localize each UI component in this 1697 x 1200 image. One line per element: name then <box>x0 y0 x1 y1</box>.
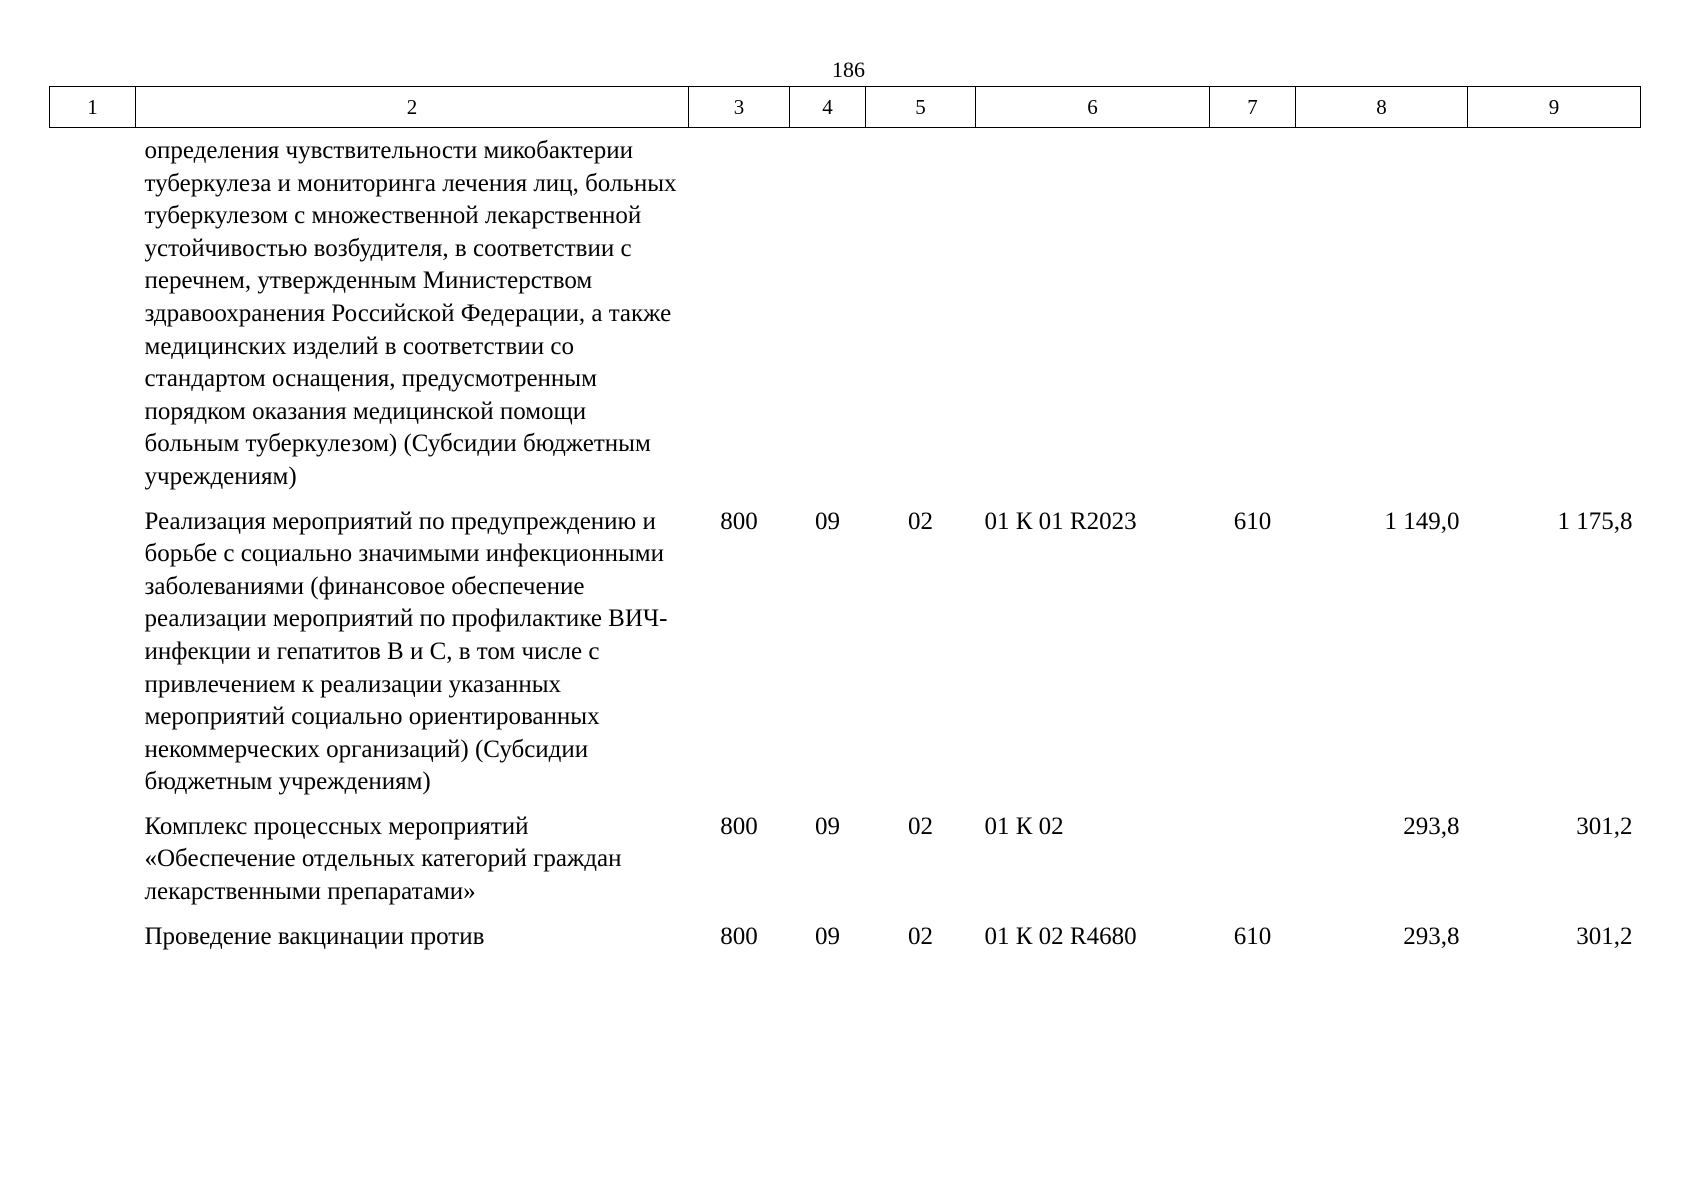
cell-col-4: 09 <box>815 812 840 840</box>
cell-col-7 <box>1210 799 1296 909</box>
budget-table <box>49 86 1641 953</box>
cell-col-1 <box>50 494 136 799</box>
header-col-7: 7 <box>1210 87 1296 128</box>
header-col-1: 1 <box>50 87 136 128</box>
cell-col-4: 09 <box>815 507 840 535</box>
cell-col-5: 02 <box>908 812 933 840</box>
header-col-3: 3 <box>689 87 790 128</box>
cell-col-6 <box>976 128 1210 494</box>
cell-col-1 <box>50 128 136 494</box>
header-col-8: 8 <box>1296 87 1468 128</box>
row-description: Комплекс процессных мероприятий «Обеспечение отдельных категорий граждан лекарственными препаратами» <box>144 812 622 906</box>
cell-col-1 <box>50 799 136 909</box>
table-row <box>50 909 1641 954</box>
cell-col-7: 610 <box>1233 922 1272 950</box>
cell-col-8: 293,8 <box>1403 812 1460 840</box>
cell-col-9: 301,2 <box>1576 812 1633 840</box>
header-col-2: 2 <box>136 87 689 128</box>
header-col-5: 5 <box>866 87 976 128</box>
cell-col-6: 01 К 01 R2023 <box>984 507 1137 535</box>
cell-col-4 <box>790 128 866 494</box>
header-row <box>50 87 1641 128</box>
cell-col-5 <box>866 128 976 494</box>
cell-col-9: 301,2 <box>1576 922 1633 950</box>
cell-col-8 <box>1296 128 1468 494</box>
cell-col-3: 800 <box>720 812 758 840</box>
page-number: 186 <box>832 57 865 82</box>
cell-col-9 <box>1468 128 1641 494</box>
cell-col-7 <box>1210 128 1296 494</box>
cell-col-3: 800 <box>720 507 758 535</box>
cell-col-8: 293,8 <box>1403 922 1460 950</box>
cell-col-6: 01 К 02 <box>984 812 1064 840</box>
header-col-4: 4 <box>790 87 866 128</box>
cell-col-3 <box>689 128 790 494</box>
row-description: Проведение вакцинации против <box>144 922 485 950</box>
table-row <box>50 799 1641 909</box>
cell-col-6: 01 К 02 R4680 <box>984 922 1137 950</box>
cell-col-4: 09 <box>815 922 840 950</box>
cell-col-5: 02 <box>908 507 933 535</box>
row-description: Реализация мероприятий по предупреждению и борьбе с социально значимыми инфекционными заболеваниями (финансовое обеспечение реализации мероприятий по профилактике ВИЧ-инфекции и гепатитов В и С, в том числе с привлечением к реализации указанных мероприятий социально ориентированных некоммерческих организаций) (Субсидии бюджетным учреждениям) <box>144 507 668 796</box>
header-col-9: 9 <box>1468 87 1641 128</box>
cell-col-7: 610 <box>1233 507 1272 535</box>
cell-col-9: 1 175,8 <box>1557 507 1633 535</box>
cell-col-8: 1 149,0 <box>1384 507 1460 535</box>
table-row <box>50 494 1641 799</box>
table-row <box>50 128 1641 494</box>
cell-col-3: 800 <box>720 922 758 950</box>
header-col-6: 6 <box>976 87 1210 128</box>
row-description: определения чувствительности микобактерии туберкулеза и мониторинга лечения лиц, больных туберкулезом с множественной лекарственной устойчивостью возбудителя, в соответствии с перечнем, утвержденным Министерством здравоохранения Российской Федерации, а также медицинских изделий в соответствии со стандартом оснащения, предусмотренным порядком оказания медицинской помощи больным туберкулезом) (Субсидии бюджетным учреждениям) <box>144 137 677 490</box>
cell-col-1 <box>50 909 136 954</box>
cell-col-5: 02 <box>908 922 933 950</box>
